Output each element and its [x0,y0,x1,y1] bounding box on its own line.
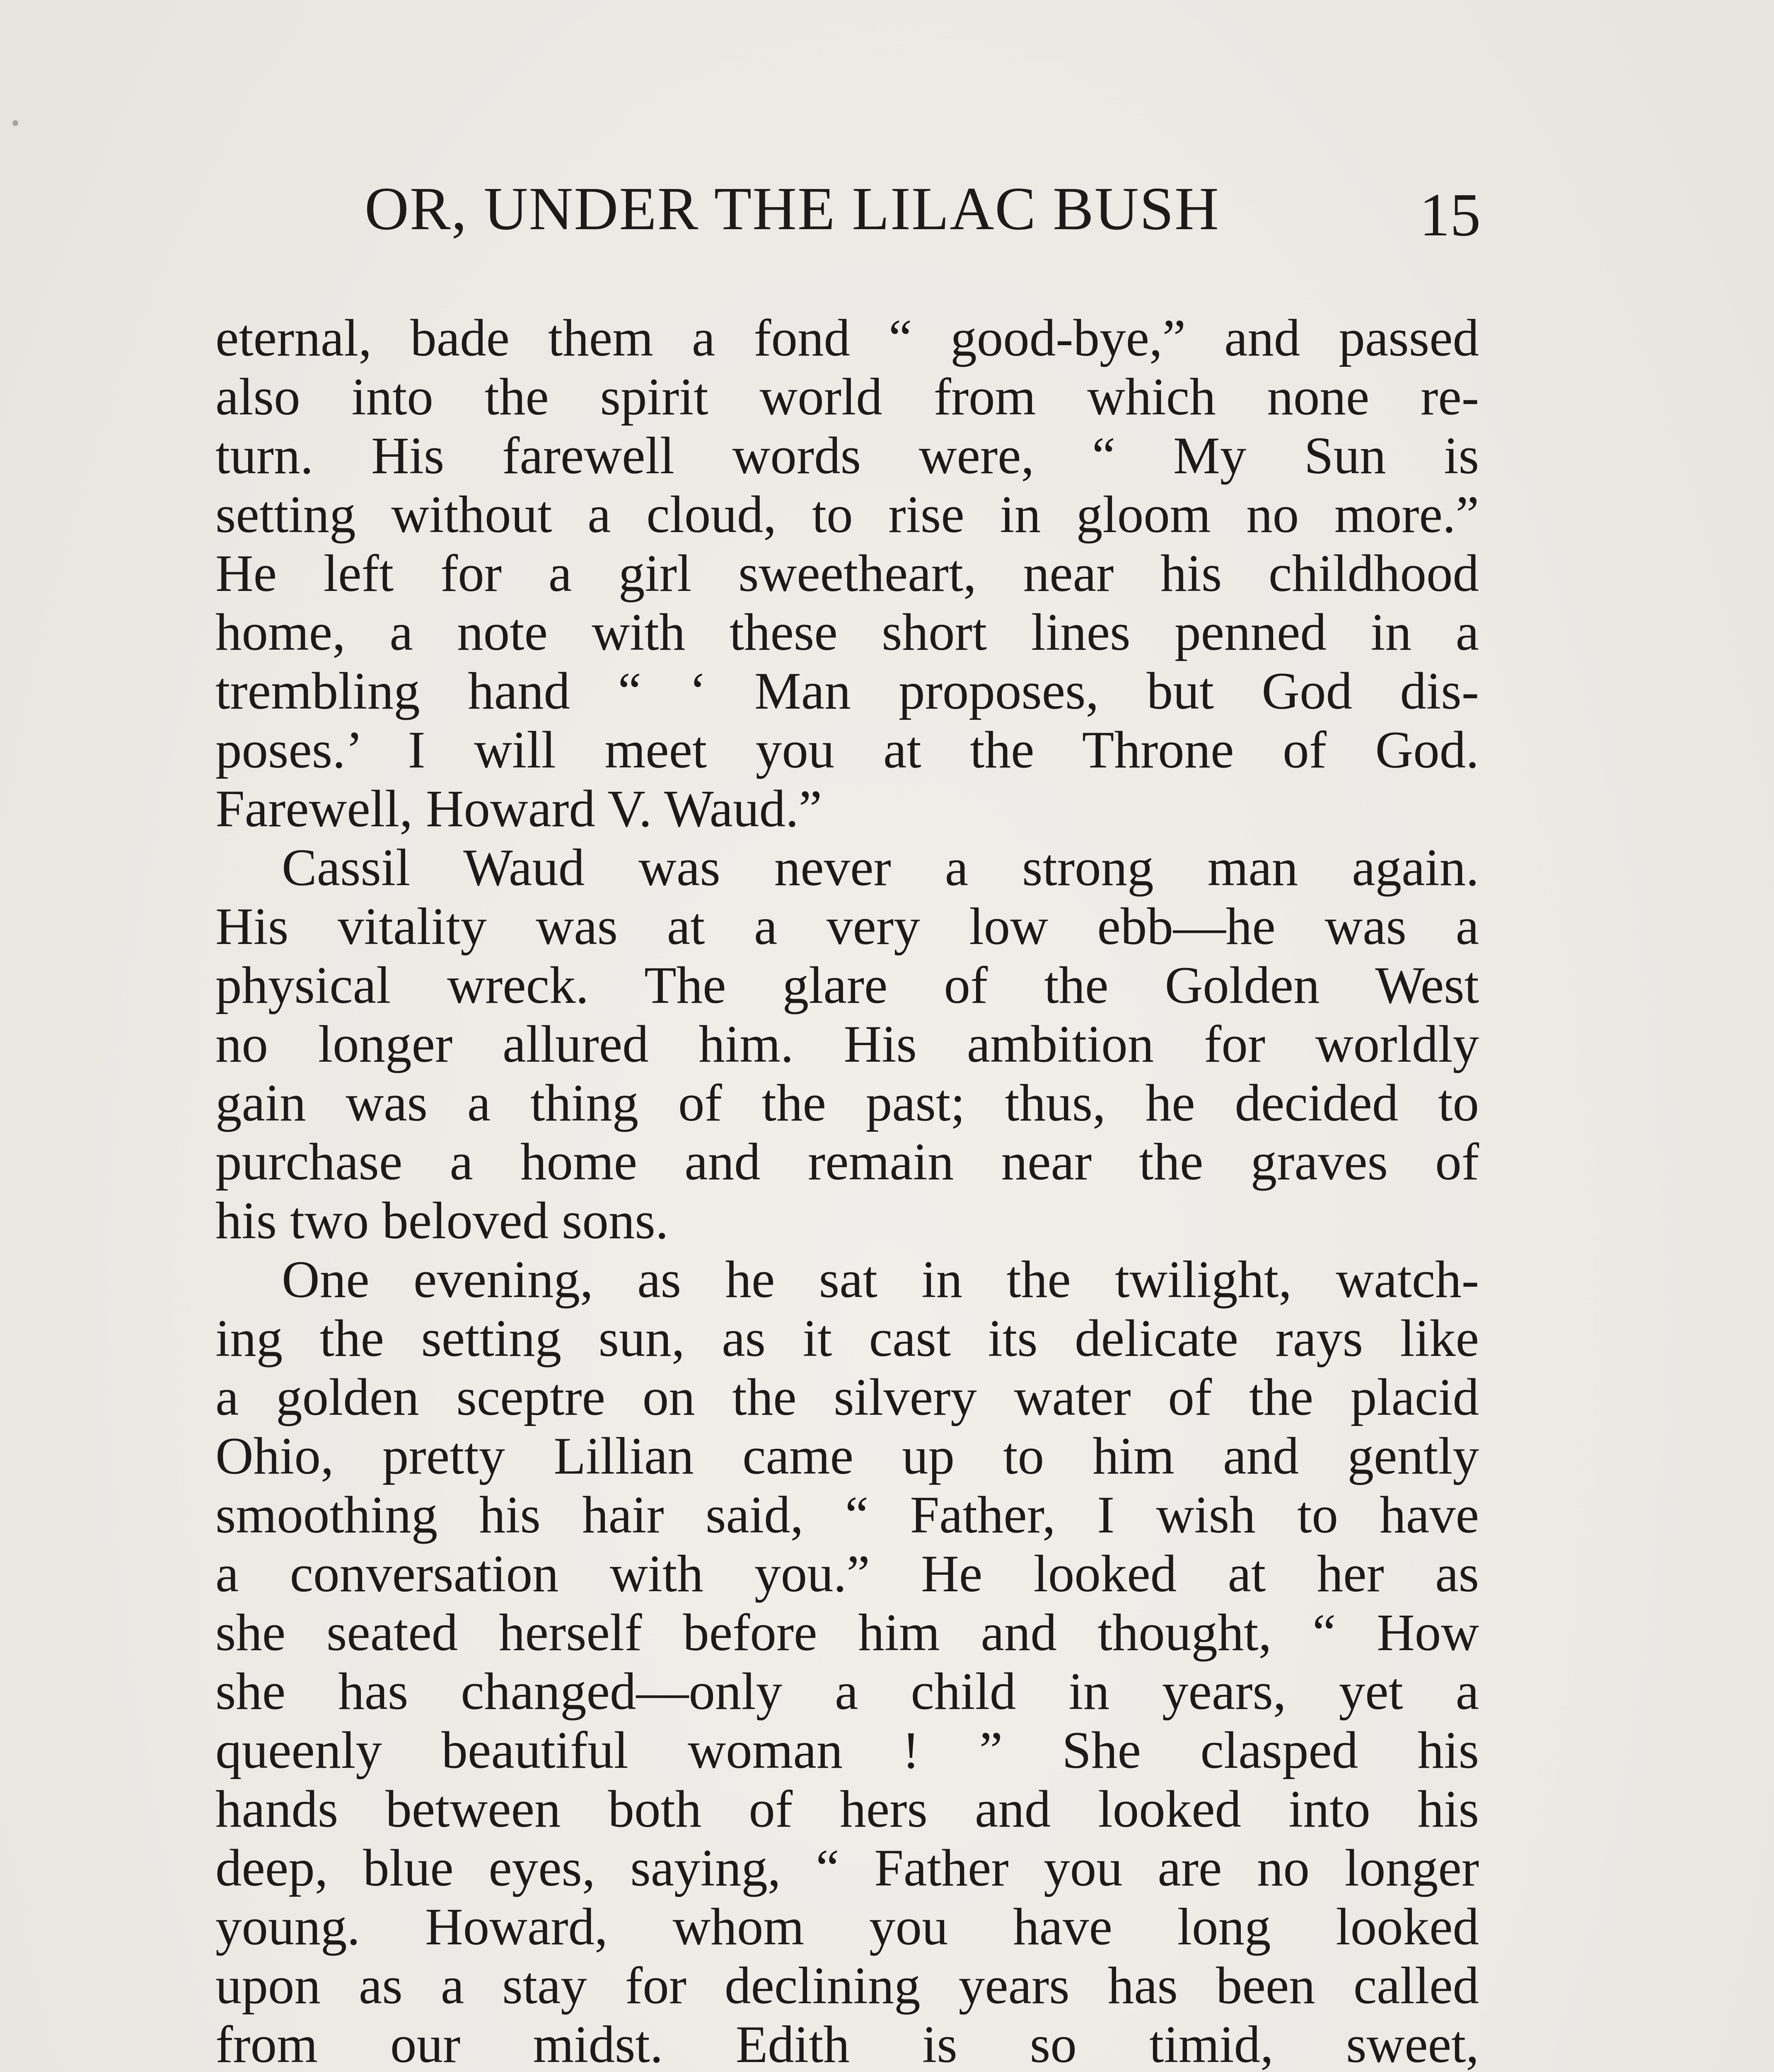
text-line: purchase a home and remain near the graves of [215,1133,1479,1191]
text-line: deep, blue eyes, saying, “ Father you are no longer [215,1839,1479,1897]
text-line: from our midst. Edith is so timid, sweet, [215,2016,1479,2072]
text-line: queenly beautiful woman ! ” She clasped his [215,1721,1479,1779]
body-text [215,309,1479,2072]
text-line: ing the setting sun, as it cast its delicate rays like [215,1310,1479,1368]
text-line: she seated herself before him and thought, “ How [215,1604,1479,1662]
text-line: upon as a stay for declining years has been called [215,1957,1479,2015]
text-line: no longer allured him. His ambition for worldly [215,1015,1479,1073]
text-line: a golden sceptre on the silvery water of the placid [215,1368,1479,1426]
paragraph-3 [215,1250,1479,2072]
running-title: OR, UNDER THE LILAC BUSH [365,175,1220,243]
text-line: One evening, as he sat in the twilight, watch- [282,1251,1479,1309]
text-line: poses.’ I will meet you at the Throne of God. [215,721,1479,779]
paper-speck [12,120,18,126]
text-line: gain was a thing of the past; thus, he decided to [215,1074,1479,1132]
text-line: setting without a cloud, to rise in gloom no more.” [215,486,1479,544]
text-line: eternal, bade them a fond “ good-bye,” and passed [215,309,1479,367]
text-line: He left for a girl sweetheart, near his childhood [215,545,1479,603]
text-line: she has changed—only a child in years, yet a [215,1663,1479,1721]
text-line: a conversation with you.” He looked at her as [215,1545,1479,1603]
text-line: Cassil Waud was never a strong man again. [282,839,1479,897]
text-line: also into the spirit world from which none re- [215,368,1479,426]
text-line: turn. His farewell words were, “ My Sun is [215,427,1479,485]
paragraph-2 [215,838,1479,1250]
text-line: hands between both of hers and looked into his [215,1780,1479,1838]
text-line: physical wreck. The glare of the Golden West [215,956,1479,1014]
page-number: 15 [1419,181,1481,249]
text-line: home, a note with these short lines penned in a [215,603,1479,661]
text-line: his two beloved sons. [215,1192,669,1250]
text-line: smoothing his hair said, “ Father, I wish to have [215,1486,1479,1544]
text-line: Farewell, Howard V. Waud.” [215,780,822,838]
text-line: Ohio, pretty Lillian came up to him and gently [215,1427,1479,1485]
text-line: His vitality was at a very low ebb—he was a [215,898,1479,956]
paragraph-1 [215,309,1479,838]
text-line: young. Howard, whom you have long looked [215,1898,1479,1956]
text-line: trembling hand “ ‘ Man proposes, but God dis- [215,662,1479,720]
